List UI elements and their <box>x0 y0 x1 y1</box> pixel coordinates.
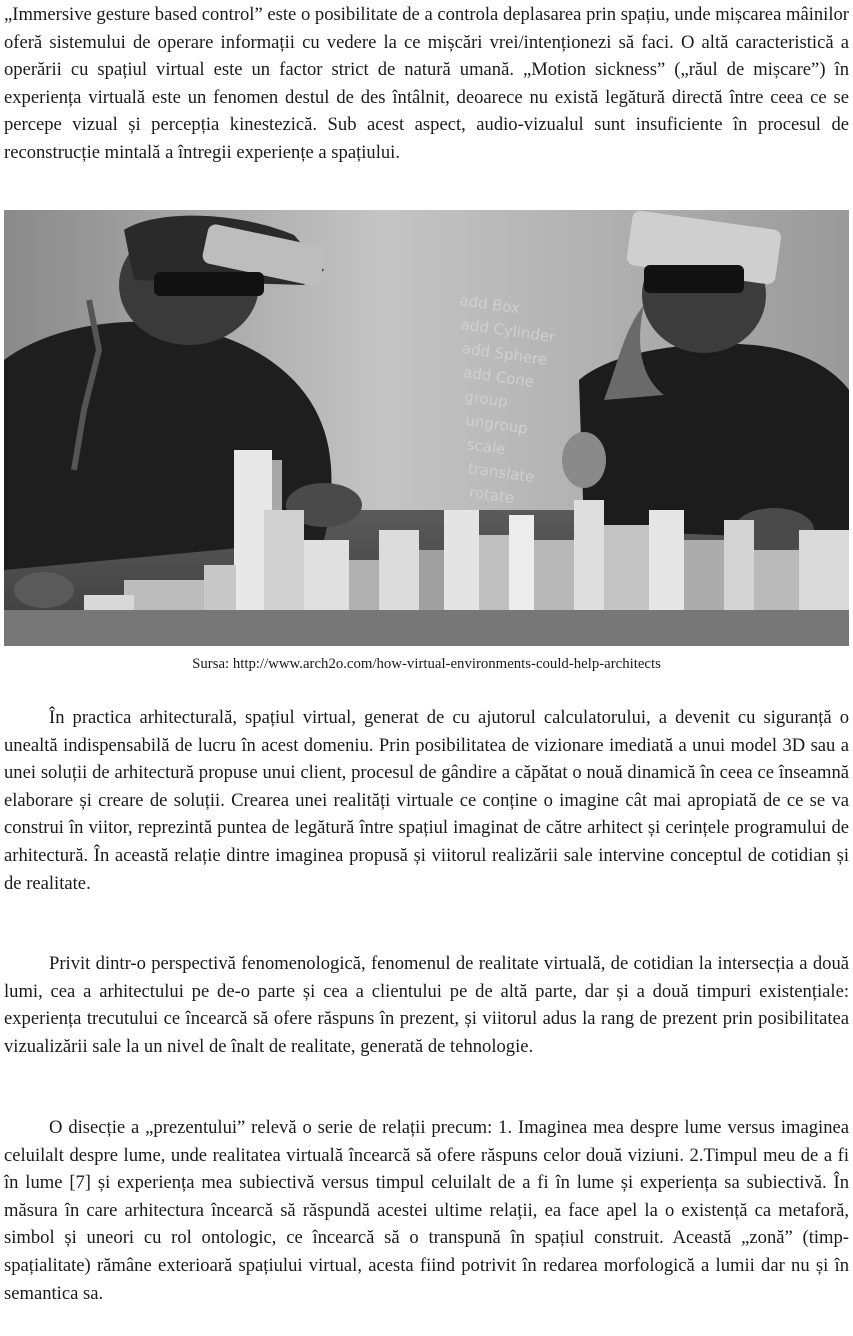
menu-item: ungroup <box>464 411 529 438</box>
menu-item: add Cone <box>462 363 536 391</box>
paragraph-3: Privit dintr-o perspectivă fenomenologică, fenomenul de realitate virtuală, de cotidian la intersecția a două lumi, cea a arhitectului pe de-o parte și cea a clientului pe de altă parte, dar și a două timpuri existențiale: experiența trecutului ce încearcă să ofere răspuns în prezent, și viitorul adus la rang de prezent prin posibilitatea vizualizării sale la un nivel de înalt de realitate, generată de tehnologie. <box>4 953 849 1057</box>
menu-item: group <box>463 387 509 412</box>
menu-item: scale <box>465 435 507 459</box>
paragraph-2: În practica arhitecturală, spațiul virtual, generat de cu ajutorul calculatorului, a devenit cu siguranță o unealtă indispensabilă de lucru în acest domeniu. Prin posibilitatea de vizionare imediată a unui model 3D sau a unei soluții de arhitectură propuse unui client, procesul de gândire a căpătat o nouă dinamică în ceea ce înseamnă elaborare și creare de soluții. Crearea unei realități virtuale ce conține o imagine cât mai apropiată de ce se va construi în viitor, reprezintă puntea de legătură între spațiul imaginat de către arhitect și cerințele programului de arhitectură. În această relație dintre imaginea propusă și viitorul realizării sale intervine conceptul de cotidian și de realitate. <box>4 707 849 894</box>
paragraph-4: O disecție a „prezentului” relevă o serie de relații precum: 1. Imaginea mea despre lume versus imaginea celuilalt despre lume, unde realitatea virtuală încearcă să ofere răspuns celor două viziuni. 2.Timpul meu de a fi în lume [7] și experiența mea subiectivă versus timpul celuilalt de a fi în lume și experiența sa subiectivă. În măsura în care arhitectura încearcă să răspundă acestei ultime relații, ea face apel la o existență ca metaforă, simbol și uneori cu rol ontologic, ce încearcă să o transpună în spațiul construit. Această „zonă” (timp-spațialitate) rămâne exterioară spațiului virtual, acesta fiind potrivit în redarea morfologică a lumii dar nu și în semantica sa. <box>4 1117 849 1304</box>
figure-caption: Sursa: http://www.arch2o.com/how-virtual-environments-could-help-architects <box>192 656 661 672</box>
menu-item: add Cylinder <box>459 315 557 347</box>
paragraph-1: „Immersive gesture based control” este o posibilitate de a controla deplasarea prin spațiu, unde mișcarea mâinilor oferă sistemului de operare informații cu vedere la ce mișcări vrei/intenționezi să faci. O altă caracteristică a operării cu spațiul virtual este un factor strict de natură umană. „Motion sickness” („răul de mișcare”) în experiența virtuală este un fenomen destul de des întâlnit, deoarece nu există legătură directă între ceea ce se percepe vizual și percepția kinestezică. Sub acest aspect, audio-vizualul sunt insuficiente în procesul de reconstrucție mintală a întregii experiențe a spațiului. <box>4 4 849 163</box>
menu-item: add Sphere <box>460 339 549 369</box>
vr-photo-figure <box>4 210 849 646</box>
menu-item: rotate <box>468 483 516 508</box>
vr-photo <box>4 210 849 646</box>
menu-item: add Box <box>458 291 522 318</box>
menu-item: translate <box>466 459 536 487</box>
